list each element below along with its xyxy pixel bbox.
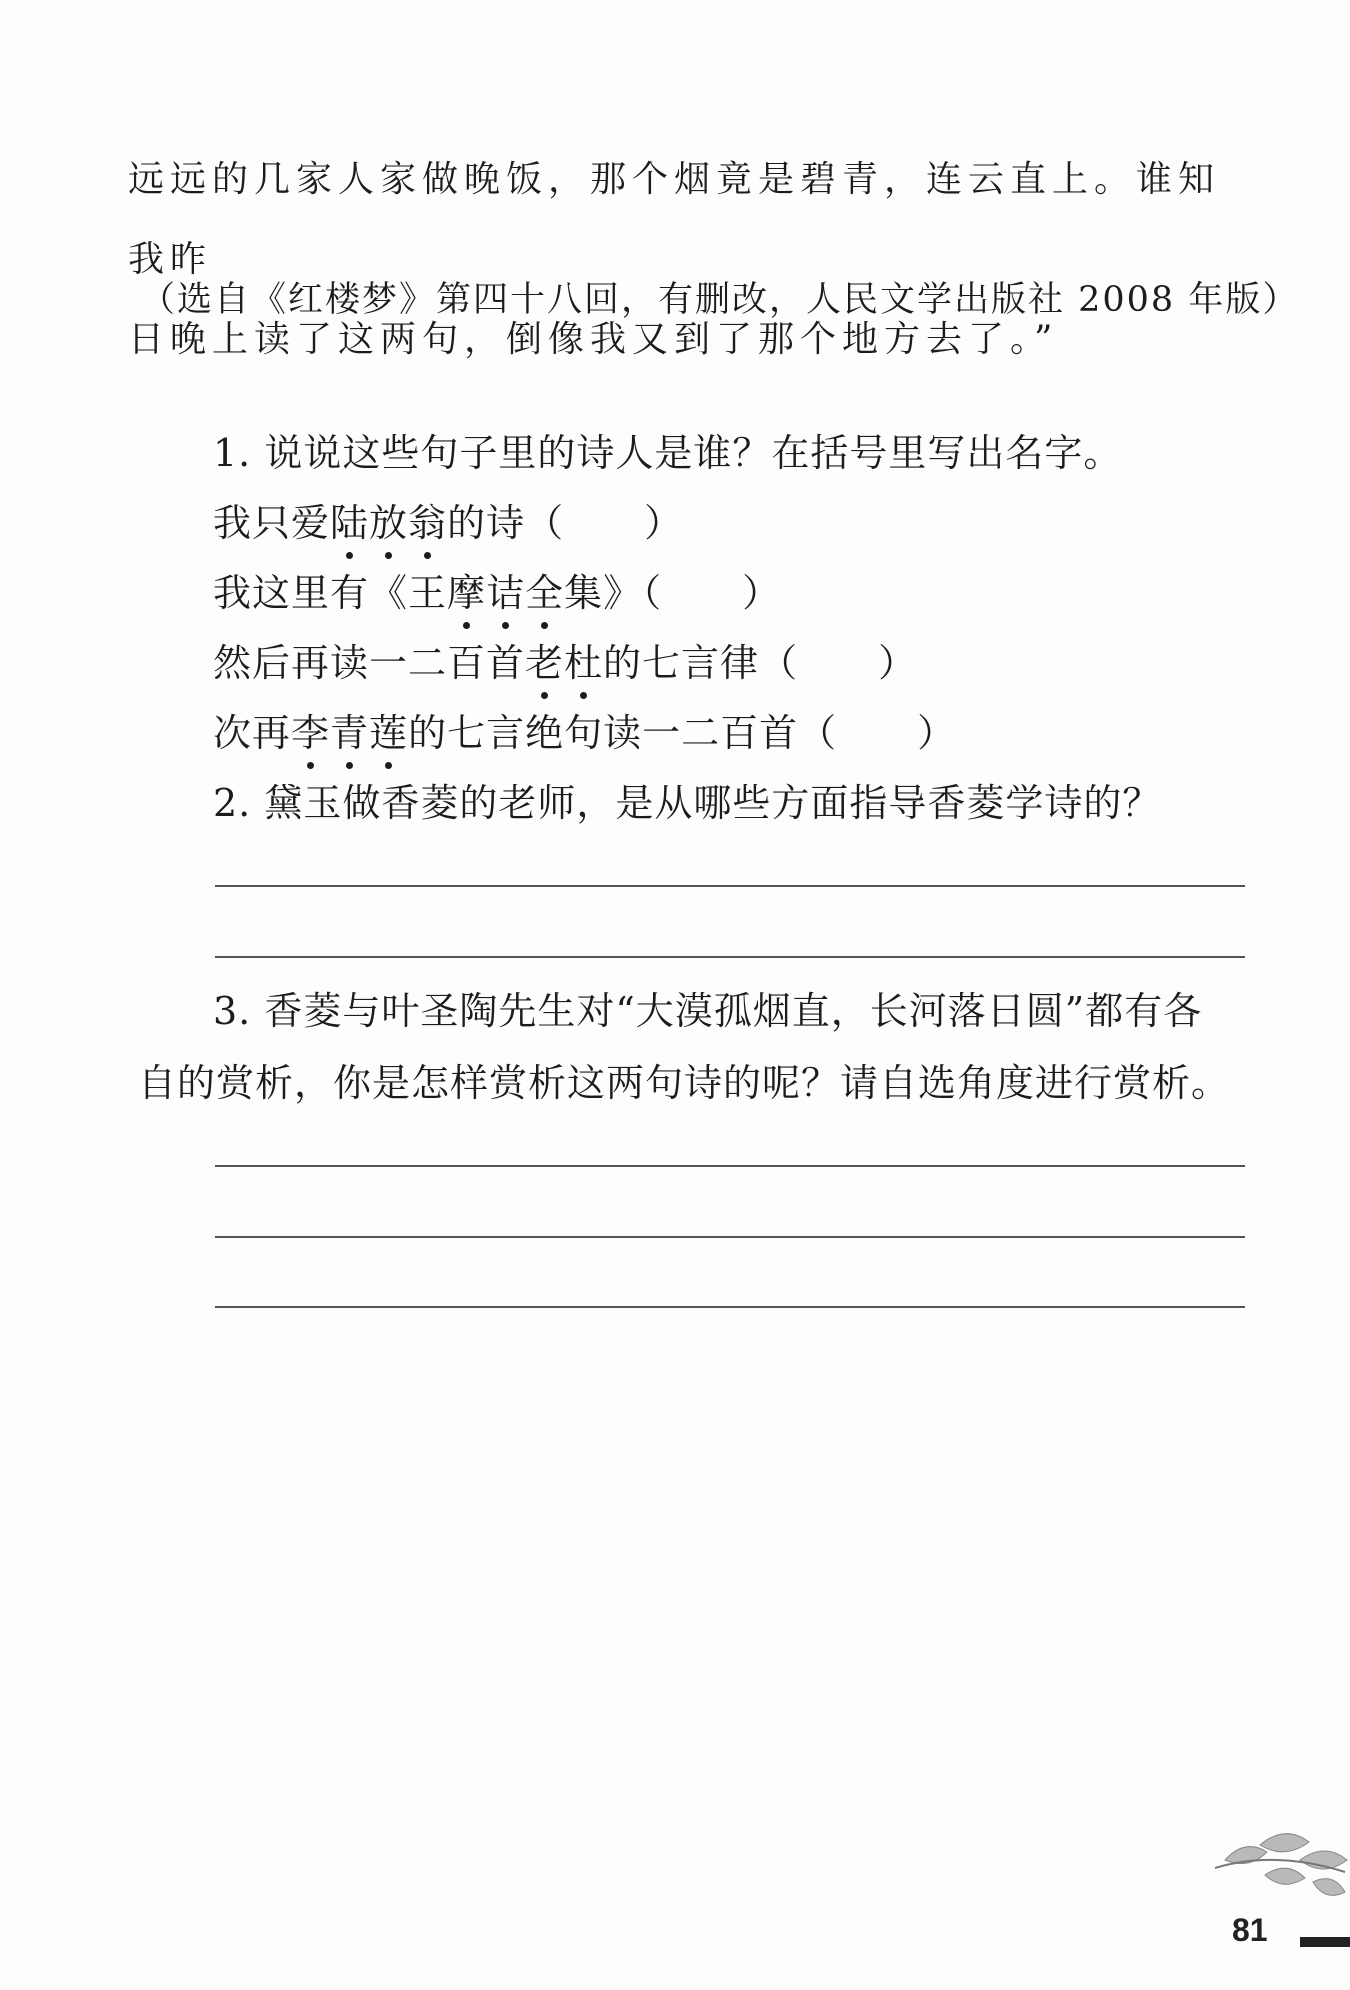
question-1-item-4: 次再李青莲的七言绝句读一二百首（ ） xyxy=(213,702,956,757)
answer-line[interactable] xyxy=(215,1306,1245,1308)
emphasis-char: 李 xyxy=(291,702,330,757)
page-number-bar xyxy=(1300,1937,1350,1947)
question-1-item-2: 我这里有《王摩诘全集》（ ） xyxy=(213,562,781,617)
question-2-prompt: 2. 黛玉做香菱的老师，是从哪些方面指导香菱学诗的？ xyxy=(213,781,1162,825)
source-citation: （选自《红楼梦》第四十八回，有删改，人民文学出版社 2008 年版） xyxy=(140,280,1300,320)
question-3-prompt-line-2: 自的赏析，你是怎样赏析这两句诗的呢？请自选角度进行赏析。 xyxy=(138,1061,1231,1105)
answer-paren-open: （ xyxy=(798,711,838,755)
passage-line-1: 远远的几家人家做晚饭，那个烟竟是碧青，连云直上。谁知我昨 xyxy=(128,159,1221,280)
answer-paren-open: （ xyxy=(759,641,799,685)
emphasis-char: 摩 xyxy=(447,562,486,617)
passage-excerpt xyxy=(128,140,1238,380)
answer-paren-open: （ xyxy=(525,501,565,545)
answer-paren-close: ） xyxy=(742,571,782,615)
question-1-prompt: 1. 说说这些句子里的诗人是谁？在括号里写出名字。 xyxy=(213,431,1123,475)
answer-line[interactable] xyxy=(215,1236,1245,1238)
leaf-decoration-icon xyxy=(1205,1820,1350,1910)
answer-line[interactable] xyxy=(215,956,1245,958)
question-3-prompt-line-1: 3. 香菱与叶圣陶先生对“大漠孤烟直，长河落日圆”都有各 xyxy=(213,989,1203,1033)
emphasis-char: 老 xyxy=(525,632,564,687)
page-number: 81 xyxy=(1232,1912,1268,1948)
emphasis-char: 杜 xyxy=(564,632,603,687)
answer-paren-open: （ xyxy=(642,571,663,615)
question-1-item-1: 我只爱陆放翁的诗（ ） xyxy=(213,492,683,547)
question-1-item-3: 然后再读一二百首老杜的七言律（ ） xyxy=(213,632,917,687)
emphasis-char: 莲 xyxy=(369,702,408,757)
answer-paren-close: ） xyxy=(644,501,684,545)
answer-line[interactable] xyxy=(215,1165,1245,1167)
emphasis-char: 翁 xyxy=(408,492,447,547)
emphasis-char: 青 xyxy=(330,702,369,757)
emphasis-char: 放 xyxy=(369,492,408,547)
emphasis-char: 诘 xyxy=(486,562,525,617)
emphasis-char: 全 xyxy=(525,562,564,617)
answer-line[interactable] xyxy=(215,885,1245,887)
passage-line-2: 日晚上读了这两句，倒像我又到了那个地方去了。” xyxy=(128,319,1059,360)
emphasis-char: 陆 xyxy=(330,492,369,547)
answer-paren-close: ） xyxy=(878,641,918,685)
answer-paren-close: ） xyxy=(917,711,957,755)
